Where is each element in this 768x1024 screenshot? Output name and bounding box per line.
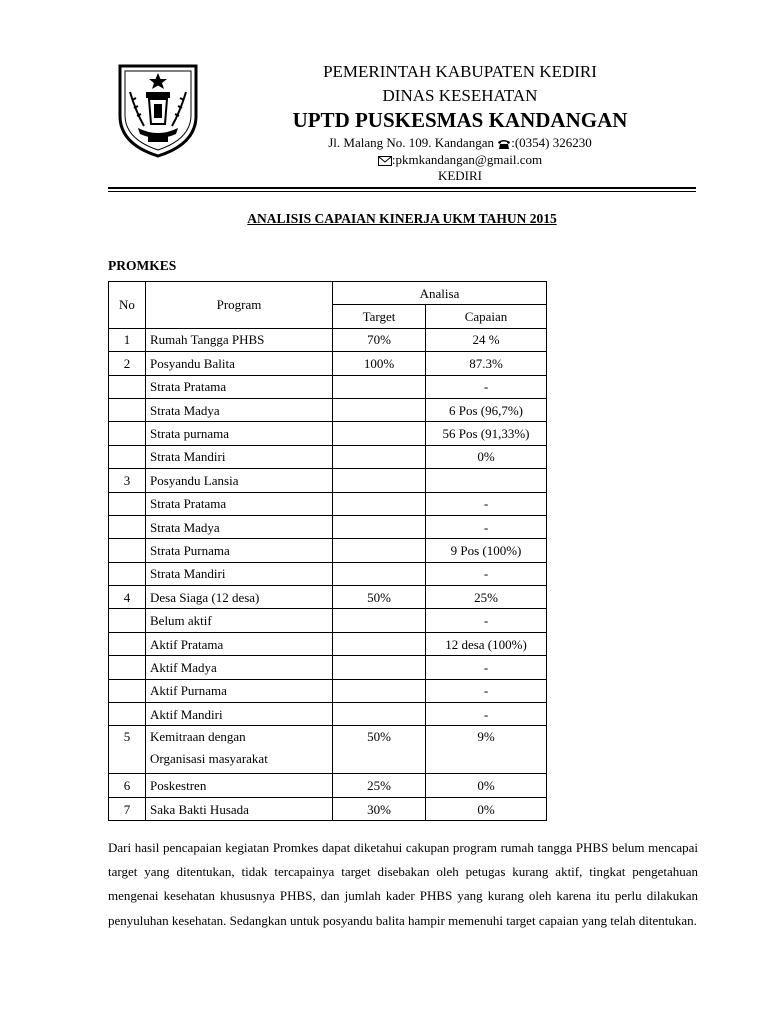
cell-program: Strata Pratama — [146, 492, 333, 515]
cell-capaian: 56 Pos (91,33%) — [426, 422, 547, 445]
cell-no: 1 — [109, 328, 146, 351]
header-target: Target — [333, 305, 426, 328]
table-row — [109, 679, 547, 702]
cell-target: 50% — [333, 586, 426, 609]
kabupaten-kediri-emblem — [116, 62, 200, 158]
cell-capaian: 0% — [426, 445, 547, 468]
cell-capaian: - — [426, 562, 547, 585]
cell-no — [109, 445, 146, 468]
cell-target — [333, 632, 426, 655]
cell-capaian: - — [426, 703, 547, 726]
cell-capaian: 12 desa (100%) — [426, 632, 547, 655]
cell-capaian: 9% — [426, 726, 547, 774]
cell-no — [109, 562, 146, 585]
cell-target — [333, 492, 426, 515]
cell-program — [146, 726, 333, 774]
table-row — [109, 703, 547, 726]
cell-program-line: Kemitraan dengan — [150, 729, 246, 745]
header-no: No — [109, 282, 146, 329]
header-capaian: Capaian — [426, 305, 547, 328]
section-title: PROMKES — [108, 258, 177, 273]
cell-program: Strata Mandiri — [146, 445, 333, 468]
cell-program: Poskestren — [146, 774, 333, 797]
cell-capaian: 24 % — [426, 328, 547, 351]
cell-capaian: - — [426, 679, 547, 702]
cell-target — [333, 398, 426, 421]
table-header-row — [109, 282, 547, 305]
cell-capaian: - — [426, 515, 547, 538]
cell-program: Aktif Purnama — [146, 679, 333, 702]
table-row — [109, 375, 547, 398]
cell-target — [333, 422, 426, 445]
cell-target — [333, 539, 426, 562]
table-row — [109, 726, 547, 774]
cell-target — [333, 609, 426, 632]
cell-program: Strata Mandiri — [146, 562, 333, 585]
cell-target — [333, 656, 426, 679]
analysis-paragraph: Dari hasil pencapaian kegiatan Promkes dapat diketahui cakupan program rumah tangga PHBS belum mencapai target yang ditentukan, tidak tercapainya target disebakan oleh petugas kurang aktif, tingkat pengetahuan mengenai kesehatan khususnya PHBS, dan jumlah kader PHBS yang kurang oleh karena itu perlu dilakukan penyuluhan kesehatan. Sedangkan untuk posyandu balita hampir memenuhi target capaian yang telah ditentukan. — [108, 840, 698, 928]
header-email-line — [250, 152, 670, 168]
cell-program: Aktif Mandiri — [146, 703, 333, 726]
cell-program: Aktif Pratama — [146, 632, 333, 655]
table-row — [109, 539, 547, 562]
cell-no: 2 — [109, 352, 146, 375]
cell-no: 6 — [109, 774, 146, 797]
header-institution: UPTD PUSKESMAS KANDANGAN — [292, 108, 628, 132]
cell-no — [109, 515, 146, 538]
table-row — [109, 515, 547, 538]
cell-target: 70% — [333, 328, 426, 351]
header-analisa: Analisa — [333, 282, 547, 305]
cell-target — [333, 679, 426, 702]
envelope-icon — [378, 156, 392, 166]
document-title: ANALISIS CAPAIAN KINERJA UKM TAHUN 2015 — [247, 211, 557, 226]
cell-no — [109, 679, 146, 702]
cell-program: Strata Pratama — [146, 375, 333, 398]
cell-no — [109, 632, 146, 655]
table-row — [109, 469, 547, 492]
cell-program: Aktif Madya — [146, 656, 333, 679]
header-divider-thick — [108, 187, 696, 189]
cell-program: Posyandu Lansia — [146, 469, 333, 492]
cell-target — [333, 562, 426, 585]
table-row — [109, 774, 547, 797]
header-address: Jl. Malang No. 109. Kandangan — [328, 135, 494, 150]
cell-program: Strata Madya — [146, 515, 333, 538]
performance-table — [108, 281, 547, 821]
header-city: KEDIRI — [437, 168, 483, 183]
cell-capaian: 25% — [426, 586, 547, 609]
table-row — [109, 492, 547, 515]
cell-target: 100% — [333, 352, 426, 375]
cell-program: Strata purnama — [146, 422, 333, 445]
cell-no: 3 — [109, 469, 146, 492]
table-row — [109, 422, 547, 445]
header-program: Program — [146, 282, 333, 329]
cell-target: 30% — [333, 797, 426, 820]
cell-no — [109, 398, 146, 421]
cell-no — [109, 703, 146, 726]
cell-no: 5 — [109, 726, 146, 774]
table-row — [109, 328, 547, 351]
table-row — [109, 562, 547, 585]
header-department: DINAS KESEHATAN — [382, 86, 538, 105]
header-address-line — [250, 135, 670, 151]
header-divider-thin — [108, 191, 696, 192]
cell-program: Strata Madya — [146, 398, 333, 421]
table-row — [109, 656, 547, 679]
cell-target — [333, 375, 426, 398]
table-row — [109, 352, 547, 375]
cell-no — [109, 422, 146, 445]
cell-no — [109, 656, 146, 679]
cell-capaian: - — [426, 609, 547, 632]
cell-target — [333, 703, 426, 726]
cell-target — [333, 515, 426, 538]
cell-program: Desa Siaga (12 desa) — [146, 586, 333, 609]
cell-no: 4 — [109, 586, 146, 609]
cell-capaian: 0% — [426, 797, 547, 820]
table-row — [109, 797, 547, 820]
cell-target — [333, 469, 426, 492]
cell-no: 7 — [109, 797, 146, 820]
cell-target: 25% — [333, 774, 426, 797]
table-row — [109, 398, 547, 421]
cell-capaian: - — [426, 375, 547, 398]
cell-program: Saka Bakti Husada — [146, 797, 333, 820]
cell-target — [333, 445, 426, 468]
cell-no — [109, 375, 146, 398]
table-row — [109, 445, 547, 468]
table-row — [109, 609, 547, 632]
cell-target: 50% — [333, 726, 426, 774]
phone-icon — [497, 139, 511, 150]
cell-capaian: - — [426, 656, 547, 679]
cell-program: Posyandu Balita — [146, 352, 333, 375]
cell-capaian: 6 Pos (96,7%) — [426, 398, 547, 421]
header-phone: :(0354) 326230 — [511, 135, 592, 150]
table-row — [109, 586, 547, 609]
cell-program: Belum aktif — [146, 609, 333, 632]
header-email: :pkmkandangan@gmail.com — [391, 152, 543, 167]
cell-capaian: 87.3% — [426, 352, 547, 375]
cell-no — [109, 539, 146, 562]
cell-program: Rumah Tangga PHBS — [146, 328, 333, 351]
table-row — [109, 632, 547, 655]
cell-capaian: 0% — [426, 774, 547, 797]
cell-no — [109, 609, 146, 632]
cell-program-line: Organisasi masyarakat — [150, 751, 268, 767]
cell-no — [109, 492, 146, 515]
header-government: PEMERINTAH KABUPATEN KEDIRI — [323, 62, 597, 81]
cell-program: Strata Purnama — [146, 539, 333, 562]
cell-capaian: - — [426, 492, 547, 515]
cell-capaian — [426, 469, 547, 492]
cell-capaian: 9 Pos (100%) — [426, 539, 547, 562]
